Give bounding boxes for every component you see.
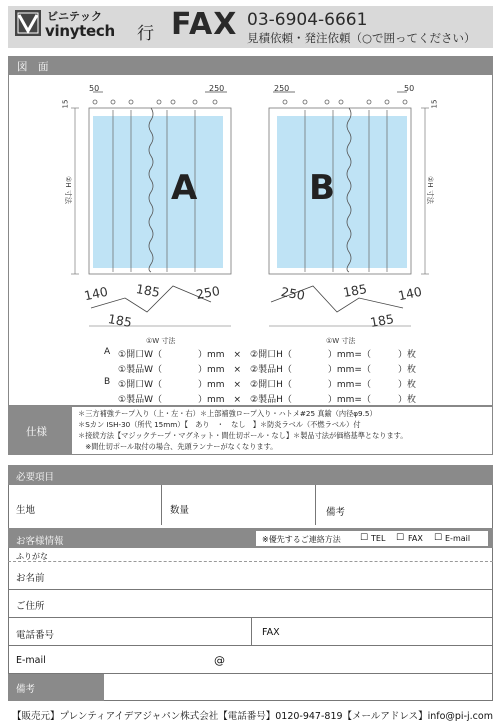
panel-b-width-label: ①W 寸法 [326, 337, 356, 345]
email-footer[interactable]: info@pi-j.com [427, 711, 493, 722]
order-row-prefix: A [104, 347, 111, 357]
fax-number: 03-6904-6661 [247, 10, 368, 30]
order-row[interactable]: ①製品W（ ）mm × ②製品H（ ）mm=（ ）枚 [118, 365, 416, 375]
panel-b-top-right-dim: 50 [404, 84, 415, 93]
panel-a-dim-4: 250 [194, 283, 221, 302]
phone-footer: 0120-947-819 [275, 711, 343, 722]
order-row-prefix: B [104, 377, 111, 387]
panel-a-width-label: ①W 寸法 [146, 337, 176, 345]
required-title: 必要項目 [16, 472, 55, 483]
notes-label: 備考 [326, 507, 346, 518]
logo-katakana: ビニテック [47, 10, 102, 23]
panel-a-dim-1: 140 [82, 283, 110, 304]
seller-name: プレンティアイデアジャパン株式会社 [59, 711, 219, 722]
remarks-field[interactable] [104, 674, 493, 701]
contact-tel-label: TEL [371, 534, 386, 543]
spec-line: ＊三方補強テープ入り（上・左・右）＊上部補強ロープ入り・ハトメ#25 真鍮（内径φ9.5） [78, 409, 377, 418]
quantity-label: 数量 [170, 505, 190, 516]
email-field[interactable] [8, 646, 493, 674]
address-label: ご住所 [16, 601, 45, 612]
panel-a-top-right-dim: 250 [209, 84, 225, 93]
spec-title: 仕様 [26, 426, 47, 438]
remarks-label: 備考 [16, 684, 36, 695]
email-at-sign: @ [214, 654, 225, 667]
contact-method-label: ※優先するご連絡方法 [262, 535, 341, 544]
panel-b-side-dim: 15 [430, 99, 439, 109]
fabric-field[interactable] [8, 485, 162, 525]
fabric-label: 生地 [16, 505, 36, 516]
panel-a-top-left-dim: 50 [89, 84, 100, 93]
panel-b-top-left-dim: 250 [274, 84, 290, 93]
email-label: E-mail [16, 655, 46, 666]
name-field[interactable] [8, 562, 493, 590]
spec-line: ＊Sカン ISH-30（所代 15mm）【 あり ・ なし 】＊防炎ラベル（不燃ラベル）付 [78, 420, 361, 429]
panel-b-letter: B [309, 168, 335, 208]
panel-b-dim-2: 185 [341, 281, 368, 300]
contact-tel-checkbox[interactable]: ☐ [360, 533, 369, 543]
furigana-label: ふりがな [16, 552, 48, 561]
panel-b-dim-3: 140 [396, 283, 424, 304]
footer [12, 704, 493, 723]
order-row[interactable]: ①製品W（ ）mm × ②製品H（ ）mm=（ ）枚 [118, 395, 416, 405]
logo-suffix: 行 [137, 24, 154, 44]
seller-label: 【販売元】 [12, 711, 60, 722]
fax-field[interactable] [252, 618, 493, 646]
contact-email-label: E-mail [445, 534, 471, 543]
name-label: お名前 [16, 573, 45, 584]
contact-email-checkbox[interactable]: ☐ [434, 533, 443, 543]
panel-a-dim-2: 185 [134, 281, 161, 300]
email-footer-label: 【メールアドレス】 [342, 711, 428, 722]
panel-b-height-label: ②H 寸法 [425, 176, 434, 204]
request-instruction: 見積依頼・発注依頼（○で囲ってください） [247, 31, 476, 45]
furigana-field[interactable] [8, 548, 493, 562]
order-row[interactable]: ①開口W（ ）mm × ②開口H（ ）mm=（ ）枚 [118, 380, 416, 390]
spec-line: ※間仕切ポール取付の場合、先頭ランナーがなくなります。 [78, 442, 278, 451]
address-field[interactable] [8, 590, 493, 618]
drawing-section-header [8, 56, 493, 75]
panel-b-dim-1: 250 [279, 284, 306, 303]
contact-fax-checkbox[interactable]: ☐ [396, 533, 405, 543]
phone-label: 電話番号 [16, 630, 55, 641]
drawing-section-title: 図 面 [17, 61, 49, 73]
phone-field[interactable] [8, 618, 252, 646]
notes-field[interactable] [316, 485, 493, 525]
phone-footer-label: 【電話番号】 [218, 711, 276, 722]
logo-latin: vinytech [45, 22, 115, 40]
customer-title: お客様情報 [16, 536, 64, 547]
contact-fax-label: FAX [408, 534, 423, 543]
panel-b-dim-4: 185 [368, 311, 395, 330]
fax-title: FAX [171, 7, 238, 42]
panel-a-letter: A [171, 168, 198, 208]
panel-a-height-label: ②H 寸法 [63, 176, 72, 204]
vinytech-logo-icon [15, 10, 41, 36]
quantity-field[interactable] [162, 485, 316, 525]
panel-a-dim-3: 185 [106, 311, 133, 330]
spec-line: ＊接続方法【マジックテープ・マグネット・間仕切ポール・なし】＊製品寸法が価格基準となります。 [78, 431, 408, 440]
order-row[interactable]: ①開口W（ ）mm × ②開口H（ ）mm=（ ）枚 [118, 350, 416, 360]
panel-a-side-dim: 15 [61, 99, 70, 109]
required-header [8, 465, 493, 485]
fax-label: FAX [262, 627, 280, 638]
